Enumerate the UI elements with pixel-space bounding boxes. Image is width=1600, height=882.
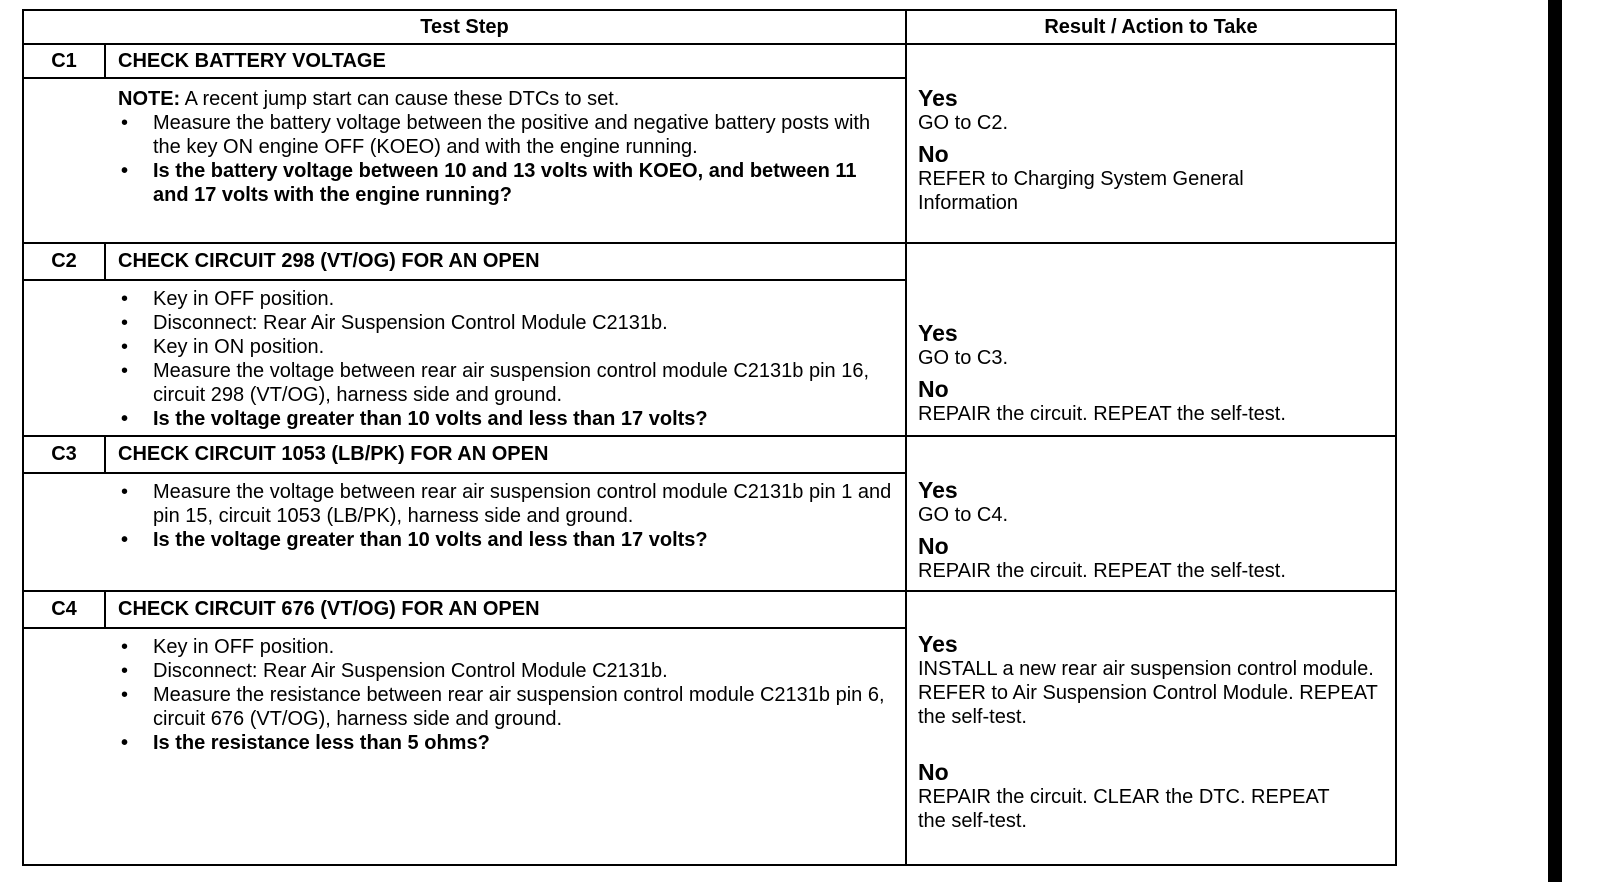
step-body [106,79,905,242]
question-bullet: • Is the voltage greater than 10 volts and less than 17 volts? [118,407,893,431]
no-action: REPAIR the circuit. REPEAT the self-test. [918,403,1286,425]
yes-label: Yes [918,477,958,503]
yes-action: INSTALL a new rear air suspension control module. REFER to Air Suspension Control Module. REPEAT the self-test. [918,658,1378,728]
step-id: C4 [51,598,77,620]
step-body [106,474,905,590]
instruction-bullet: • Disconnect: Rear Air Suspension Control Module C2131b. [118,311,893,335]
no-label: No [918,141,949,167]
yes-label: Yes [918,85,958,111]
no-label: No [918,759,949,785]
instruction-bullet: • Key in OFF position. [118,287,893,311]
question-bullet: • Is the battery voltage between 10 and 13 volts with KOEO, and between 11 and 17 volts with the engine running? [118,159,893,207]
yes-action: GO to C2. [918,112,1009,134]
step-body [106,629,905,864]
result-cell [907,85,1395,215]
diagnostic-test-table [22,9,1397,866]
no-action: REFER to Charging System General Information [918,168,1244,214]
step-title: CHECK CIRCUIT 676 (VT/OG) FOR AN OPEN [118,598,540,620]
instruction-bullet: • Measure the battery voltage between the positive and negative battery posts with the key ON engine OFF (KOEO) and with the engine running. [118,111,893,159]
instruction-bullet: • Disconnect: Rear Air Suspension Control Module C2131b. [118,659,893,683]
instruction-bullet: • Key in OFF position. [118,635,893,659]
note-label: NOTE: [118,88,181,110]
step-title: CHECK BATTERY VOLTAGE [118,50,386,72]
header-result-action: Result / Action to Take [1044,16,1258,38]
instruction-bullet: • Measure the resistance between rear air suspension control module C2131b pin 6, circuit 676 (VT/OG), harness side and ground. [118,683,893,731]
yes-label: Yes [918,631,958,657]
yes-action: GO to C4. [918,504,1009,526]
step-title: CHECK CIRCUIT 1053 (LB/PK) FOR AN OPEN [118,443,549,465]
page-edge-bar [1548,0,1562,882]
header-test-step: Test Step [420,16,509,38]
question-bullet: • Is the resistance less than 5 ohms? [118,731,893,755]
note [118,87,893,111]
result-cell [907,477,1395,583]
step-id: C3 [51,443,77,465]
no-action: REPAIR the circuit. CLEAR the DTC. REPEAT the self-test. [918,786,1330,832]
no-label: No [918,533,949,559]
note-text: A recent jump start can cause these DTCs to set. [184,88,620,110]
step-title: CHECK CIRCUIT 298 (VT/OG) FOR AN OPEN [118,250,540,272]
result-cell [907,631,1395,833]
yes-action: GO to C3. [918,347,1009,369]
step-id: C2 [51,250,77,272]
instruction-bullet: • Measure the voltage between rear air suspension control module C2131b pin 1 and pin 15, circuit 1053 (LB/PK), harness side and ground. [118,480,893,528]
no-action: REPAIR the circuit. REPEAT the self-test. [918,560,1286,582]
step-id: C1 [51,50,77,72]
result-cell [907,320,1395,426]
no-label: No [918,376,949,402]
instruction-bullet: • Measure the voltage between rear air suspension control module C2131b pin 16, circuit 298 (VT/OG), harness side and ground. [118,359,893,407]
question-bullet: • Is the voltage greater than 10 volts and less than 17 volts? [118,528,893,552]
step-body [106,281,905,435]
instruction-bullet: • Key in ON position. [118,335,893,359]
yes-label: Yes [918,320,958,346]
